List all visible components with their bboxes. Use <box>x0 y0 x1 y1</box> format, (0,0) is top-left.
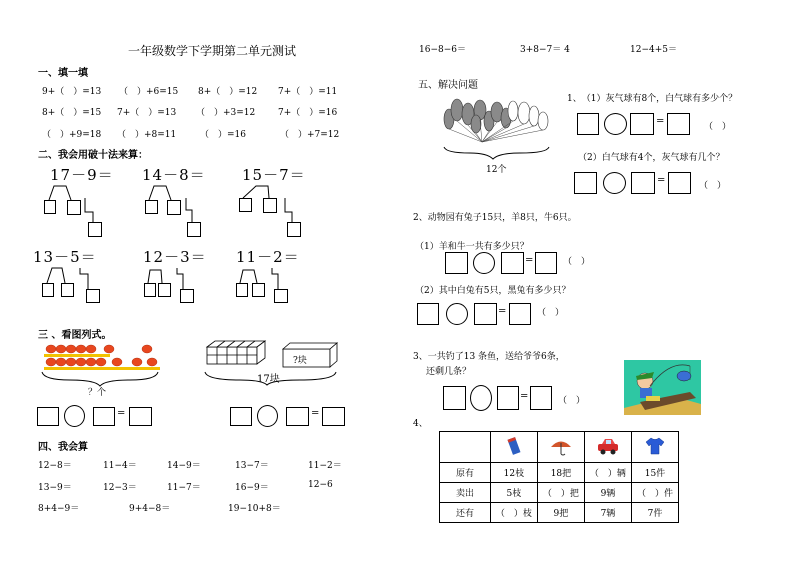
fill-item: （ ）=16 <box>200 130 246 140</box>
table-cell[interactable]: （ ）件 <box>631 483 678 503</box>
equals-sign: = <box>311 408 320 419</box>
section3-heading: 三 、看图列式。 <box>38 330 112 341</box>
section5-heading: 五、解决问题 <box>418 80 478 91</box>
fill-item: 9+（ ）=13 <box>42 87 102 97</box>
fill-item: 8+（ ）=15 <box>42 108 102 118</box>
table-header <box>631 432 678 463</box>
page-title: 一年级数学下学期第二单元测试 <box>128 44 297 58</box>
breakten-problem: 11－2＝ <box>236 248 300 266</box>
calc-item: 11−2＝ <box>308 461 342 471</box>
blocks-box-label: ?块 <box>293 356 307 366</box>
fill-item: 7+（ ）=13 <box>117 108 177 118</box>
table-cell: 12枝 <box>490 463 537 483</box>
blocks-total-label: 17块 <box>257 374 280 385</box>
table-cell: 7件 <box>631 503 678 523</box>
answer-paren: （ ） <box>704 122 732 132</box>
equals-sign: = <box>117 408 126 419</box>
table-header <box>490 432 537 463</box>
table-cell: 9把 <box>537 503 584 523</box>
question-2: 2、动物园有兔子15只，羊8只，牛6只。 <box>413 213 577 223</box>
table-cell: 9辆 <box>584 483 631 503</box>
table-cell: 5枝 <box>490 483 537 503</box>
breakten-problem: 17－9＝ <box>50 166 114 184</box>
row-label: 卖出 <box>440 483 491 503</box>
table-cell: 7辆 <box>584 503 631 523</box>
fill-item: （ ）+9=18 <box>42 130 102 140</box>
section2-heading: 二、我会用破十法来算： <box>38 150 148 161</box>
calc-item: 13−9＝ <box>38 483 72 493</box>
fill-item: （ ）+7=12 <box>280 130 340 140</box>
umbrella-icon <box>550 436 572 456</box>
equals-sign: = <box>520 391 529 402</box>
calc-item: 14−9＝ <box>167 461 201 471</box>
car-icon <box>596 436 620 456</box>
table-cell: 15件 <box>631 463 678 483</box>
table-header <box>584 432 631 463</box>
calc-item: 9+4−8＝ <box>129 504 171 514</box>
equals-sign: = <box>498 306 507 317</box>
question-4: 4、 <box>413 419 428 429</box>
calc-item: 11−4＝ <box>103 461 137 471</box>
question-3b: 还剩几条？ <box>426 367 472 377</box>
breakten-problem: 13－5＝ <box>33 248 97 266</box>
question-2a: （1）羊和牛一共有多少只？ <box>415 242 529 252</box>
question-2b: （2）其中白兔有5只，黑兔有多少只？ <box>415 286 571 296</box>
pencil-icon <box>504 436 524 456</box>
breakten-problem: 14－8＝ <box>142 166 206 184</box>
calc-item: 12−6 <box>308 480 333 490</box>
inventory-table <box>439 431 679 523</box>
calc-item: 13−7＝ <box>235 461 269 471</box>
row-label: 还有 <box>440 503 491 523</box>
table-cell[interactable]: （ ）把 <box>537 483 584 503</box>
fill-item: （ ）+3=12 <box>196 108 256 118</box>
equals-sign: = <box>525 255 534 266</box>
fill-item: 7+（ ）=11 <box>278 87 338 97</box>
breakten-problem: 15－7＝ <box>242 166 306 184</box>
table-cell[interactable]: （ ）辆 <box>584 463 631 483</box>
fill-item: （ ）+8=11 <box>117 130 177 140</box>
equals-sign: = <box>656 116 665 127</box>
calc-item: 12−3＝ <box>103 483 137 493</box>
section4-heading: 四、我会算 <box>38 442 88 453</box>
equals-sign: = <box>657 175 666 186</box>
calc-item: 19−10+8＝ <box>228 504 281 514</box>
apples-question-label: ？个 <box>88 388 107 398</box>
answer-paren: （ ） <box>537 308 565 318</box>
section1-heading: 一、填一填 <box>38 68 88 79</box>
calc-item: 16−9＝ <box>235 483 269 493</box>
fill-item: （ ）+6=15 <box>119 87 179 97</box>
breakten-problem: 12－3＝ <box>143 248 207 266</box>
table-cell: 18把 <box>537 463 584 483</box>
calc-item: 8+4−9＝ <box>38 504 80 514</box>
question-1a: 1、 （1）灰气球有8个，白气球有多少个？ <box>567 94 738 104</box>
question-1b: （2）白气球有4个，灰气球有几个？ <box>578 153 725 163</box>
calc-item: 12−8＝ <box>38 461 72 471</box>
shirt-icon <box>644 436 666 456</box>
answer-paren: （ ） <box>699 181 727 191</box>
answer-paren: （ ） <box>563 257 591 267</box>
question-3a: 3、一共钓了13 条鱼，送给爷爷6条， <box>413 352 565 362</box>
table-header <box>537 432 584 463</box>
table-corner <box>440 432 491 463</box>
calc-item: 3+8−7＝ 4 <box>520 45 570 55</box>
balloon-total-label: 12个 <box>486 165 507 175</box>
row-label: 原有 <box>440 463 491 483</box>
table-cell[interactable]: （ ）枝 <box>490 503 537 523</box>
calc-item: 16−8−6＝ <box>419 45 466 55</box>
calc-item: 12−4+5＝ <box>630 45 677 55</box>
answer-paren: （ ） <box>558 396 586 406</box>
fill-item: 8+（ ）=12 <box>198 87 258 97</box>
calc-item: 11−7＝ <box>167 483 201 493</box>
fill-item: 7+（ ）=16 <box>278 108 338 118</box>
